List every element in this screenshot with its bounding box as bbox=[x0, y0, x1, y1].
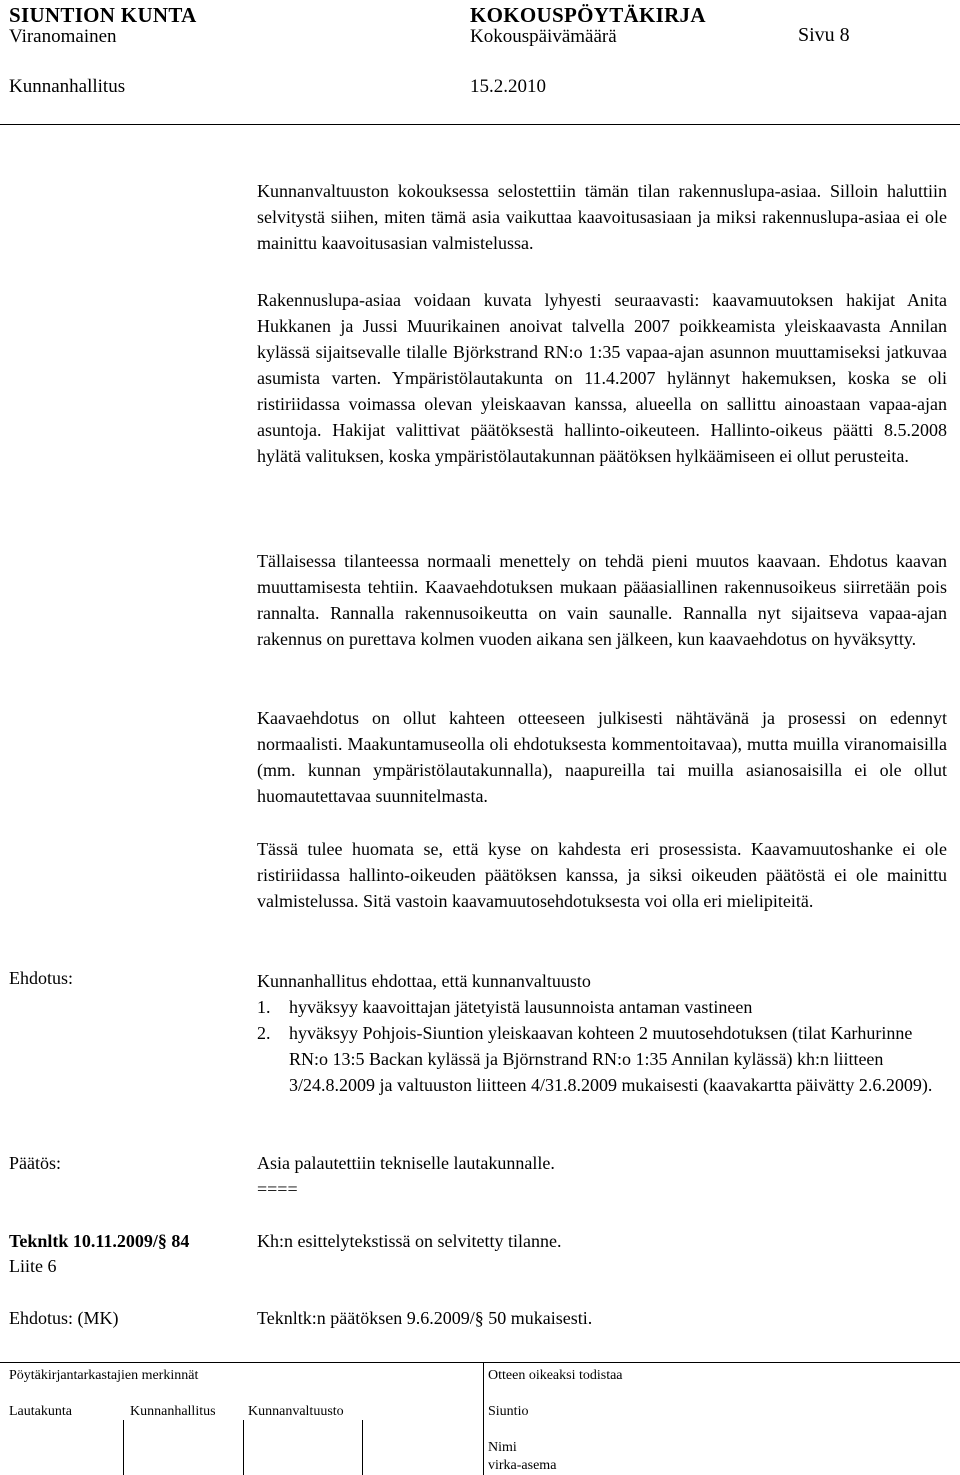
meeting-date-value: 15.2.2010 bbox=[470, 76, 546, 97]
proposal-block bbox=[257, 968, 947, 1098]
tekn-proposal-text: Teknltk:n päätöksen 9.6.2009/§ 50 mukaisesti. bbox=[257, 1308, 593, 1328]
list-item: 1. hyväksyy kaavoittajan jätetyistä lausunnoista antaman vastineen bbox=[257, 997, 753, 1017]
footer-body-kunnanhallitus: Kunnanhallitus bbox=[130, 1404, 216, 1419]
footer-place: Siuntio bbox=[488, 1404, 529, 1419]
meeting-date-label: Kokouspäivämäärä bbox=[470, 26, 617, 47]
paragraph-3: Tällaisessa tilanteessa normaali menettely on tehdä pieni muutos kaavaan. Ehdotus kaavan muuttamisesta tehtiin. Kaavaehdotuksen mukaan pääasiallinen rakennusoikeus siirretään pois rannalta. Rannalla rakennusoikeutta on vain saunalle. Rannalla nyt sijaitseva vapaa-ajan rakennus on purettava kolmen vuoden aikana sen jälkeen, kun kaavaehdotus on hyväksytty. bbox=[257, 551, 947, 649]
footer-box-divider-3 bbox=[362, 1420, 363, 1475]
authority-value: Kunnanhallitus bbox=[9, 76, 126, 97]
footer-divider bbox=[0, 1362, 960, 1363]
footer-column-divider bbox=[483, 1362, 484, 1475]
paragraph-5: Tässä tulee huomata se, että kyse on kahdesta eri prosessista. Kaavamuutoshanke ei ole ristiriidassa hallinto-oikeuden päätöksen kanssa, ja siksi oikeuden päätöstä ei ole mainittu valmistelussa. Sitä vastoin kaavamuutosehdotuksesta voi olla eri mielipiteitä. bbox=[257, 839, 947, 911]
document-type-title: KOKOUSPÖYTÄKIRJA bbox=[470, 3, 706, 27]
tekn-proposal-label: Ehdotus: (MK) bbox=[9, 1308, 119, 1328]
footer-position-label: virka-asema bbox=[488, 1458, 557, 1473]
footer-body-lautakunta: Lautakunta bbox=[9, 1404, 72, 1419]
footer-box-divider-1 bbox=[123, 1420, 124, 1475]
paragraph-4: Kaavaehdotus on ollut kahteen otteeseen julkisesti nähtävänä ja prosessi on edennyt normaalisti. Maakuntamuseolla oli ehdotuksesta kommentoitavaa), mutta muilla viranomaisilla (mm. kunnan ympäristölautakunnalla), naapureilla tai muilla asianosaisilla ei ole ollut huomautettavaa suunnitelmasta. bbox=[257, 708, 947, 806]
decision-marker: ==== bbox=[257, 1179, 298, 1199]
certified-title: Otteen oikeaksi todistaa bbox=[488, 1368, 623, 1383]
proposal-intro: Kunnanhallitus ehdottaa, että kunnanvaltuusto bbox=[257, 971, 591, 991]
tekn-text: Kh:n esittelytekstissä on selvitetty tilanne. bbox=[257, 1231, 562, 1251]
proposal-label: Ehdotus: bbox=[9, 968, 74, 988]
initials-title: Pöytäkirjantarkastajien merkinnät bbox=[9, 1368, 199, 1383]
tekn-reference: Teknltk 10.11.2009/§ 84 bbox=[9, 1231, 190, 1251]
paragraph-2: Rakennuslupa-asiaa voidaan kuvata lyhyesti seuraavasti: kaavamuutoksen hakijat Anita Hukkanen ja Jussi Muurikainen anoivat talvella 2007 poikkeamista yleiskaavasta Annilan kylässä sijaitsevalle tilalle Björkstrand RN:o 1:35 vapaa-ajan asunnon muuttamiseksi jatkuvaa asumista varten. Ympäristölautakunta on 11.4.2007 hylännyt hakemuksen, koska se oli ristiriidassa voimassa olevan yleiskaavan kanssa, alueella on sallittu ainoastaan vapaa-ajan asuntoja. Hakijat valittivat päätöksestä hallinto-oikeuteen. Hallinto-oikeus päätti 8.5.2008 hylätä valituksen, koska ympäristölautakunnan päätöksen hylkäämiseen ei ollut perusteita. bbox=[257, 290, 947, 466]
decision-label: Päätös: bbox=[9, 1153, 61, 1173]
authority-label: Viranomainen bbox=[9, 26, 117, 47]
footer-name-label: Nimi bbox=[488, 1440, 517, 1455]
municipality-title: SIUNTION KUNTA bbox=[9, 3, 197, 27]
header-divider bbox=[0, 124, 960, 125]
paragraph-1: Kunnanvaltuuston kokouksessa selostettiin tämän tilan rakennuslupa-asiaa. Silloin haluttiin selvitystä siihen, miten tämä asia vaikuttaa kaavoitusasiaan ja miksi rakennuslupa-asiaa ei ole mainittu kaavoitusasian valmistelussa. bbox=[257, 181, 947, 253]
footer-body-kunnanvaltuusto: Kunnanvaltuusto bbox=[248, 1404, 344, 1419]
decision-text: Asia palautettiin tekniselle lautakunnalle. bbox=[257, 1153, 555, 1173]
page-number: Sivu 8 bbox=[798, 24, 850, 46]
footer-box-divider-2 bbox=[243, 1420, 244, 1475]
attachment-label: Liite 6 bbox=[9, 1256, 57, 1276]
proposal-list bbox=[257, 994, 947, 1098]
list-item: 2. hyväksyy Pohjois-Siuntion yleiskaavan kohteen 2 muutosehdotuksen (tilat Karhurinne RN:o 13:5 Backan kylässä ja Björnstrand RN:o 1:35 Annilan kylässä) kh:n liitteen 3/24.8.2009 ja valtuuston liitteen 4/31.8.2009 mukaisesti (kaavakartta päivätty 2.6.2009). bbox=[257, 1023, 933, 1095]
